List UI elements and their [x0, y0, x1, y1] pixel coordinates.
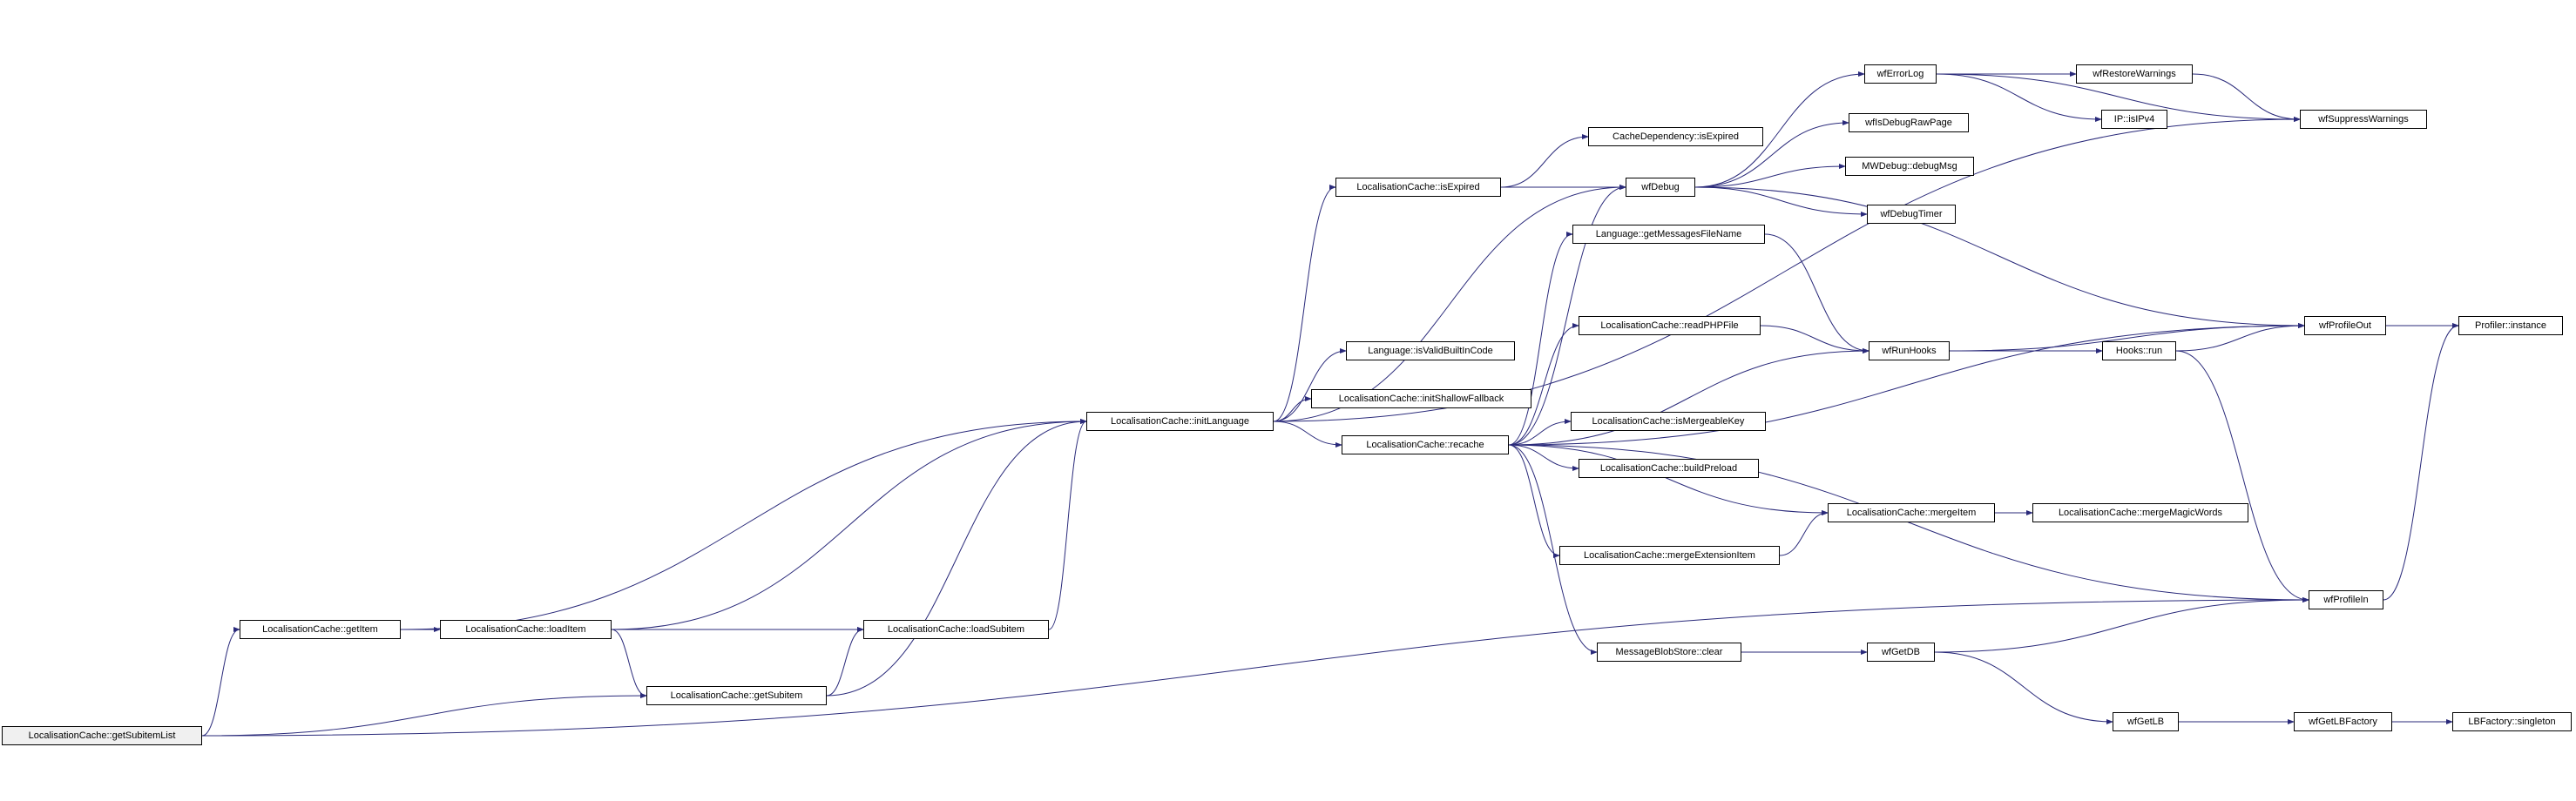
graph-node[interactable]: LocalisationCache::mergeItem	[1828, 503, 1995, 522]
graph-edge	[1509, 421, 1571, 445]
graph-node[interactable]: wfGetDB	[1867, 643, 1935, 662]
graph-node[interactable]: LocalisationCache::getSubitemList	[2, 726, 202, 745]
graph-edge	[612, 629, 646, 696]
graph-node[interactable]: LocalisationCache::isExpired	[1335, 178, 1501, 197]
graph-node[interactable]: wfProfileIn	[2309, 590, 2383, 609]
graph-edge	[202, 696, 646, 736]
graph-node[interactable]: LocalisationCache::loadItem	[440, 620, 612, 639]
graph-node[interactable]: LocalisationCache::initShallowFallback	[1311, 389, 1531, 408]
graph-edge	[2176, 351, 2309, 600]
graph-node[interactable]: LocalisationCache::readPHPFile	[1579, 316, 1761, 335]
graph-edge	[1780, 513, 1828, 555]
graph-edge	[2193, 74, 2300, 119]
graph-edge	[1501, 137, 1588, 187]
graph-node[interactable]: MWDebug::debugMsg	[1845, 157, 1974, 176]
graph-edge	[827, 629, 863, 696]
graph-node[interactable]: wfDebug	[1626, 178, 1695, 197]
graph-edge	[1509, 326, 1579, 445]
graph-edge	[1509, 445, 1828, 513]
graph-edge	[1274, 421, 1342, 445]
graph-edge	[1509, 234, 1572, 445]
graph-node[interactable]: wfRestoreWarnings	[2076, 64, 2193, 84]
graph-node[interactable]: IP::isIPv4	[2101, 110, 2167, 129]
graph-node[interactable]: LocalisationCache::mergeExtensionItem	[1559, 546, 1780, 565]
graph-edge	[202, 629, 240, 736]
graph-node[interactable]: LocalisationCache::mergeMagicWords	[2032, 503, 2248, 522]
graph-edge	[1695, 166, 1845, 187]
graph-node[interactable]: LocalisationCache::recache	[1342, 435, 1509, 454]
graph-node[interactable]: wfIsDebugRawPage	[1849, 113, 1969, 132]
graph-node[interactable]: LocalisationCache::isMergeableKey	[1571, 412, 1766, 431]
graph-node[interactable]: Hooks::run	[2102, 341, 2176, 360]
graph-edge	[1765, 234, 1869, 351]
graph-edge	[1695, 187, 1867, 214]
graph-node[interactable]: Language::isValidBuiltInCode	[1346, 341, 1515, 360]
graph-node[interactable]: LocalisationCache::buildPreload	[1579, 459, 1759, 478]
graph-edge	[1274, 351, 1346, 421]
graph-node[interactable]: wfSuppressWarnings	[2300, 110, 2427, 129]
graph-edge	[612, 421, 1086, 629]
graph-edge	[1274, 187, 1626, 421]
graph-node[interactable]: LBFactory::singleton	[2452, 712, 2572, 731]
graph-edge	[2383, 326, 2458, 600]
graph-edge	[1274, 119, 2300, 421]
graph-node[interactable]: Language::getMessagesFileName	[1572, 225, 1765, 244]
graph-edge	[1274, 399, 1311, 421]
graph-edge	[2176, 326, 2304, 351]
graph-edge	[401, 421, 1086, 629]
graph-edge	[1935, 652, 2113, 722]
graph-node[interactable]: LocalisationCache::getItem	[240, 620, 401, 639]
graph-node[interactable]: wfDebugTimer	[1867, 205, 1956, 224]
graph-node[interactable]: wfErrorLog	[1864, 64, 1937, 84]
graph-node[interactable]: wfRunHooks	[1869, 341, 1950, 360]
graph-edge	[1049, 421, 1086, 629]
graph-node[interactable]: LocalisationCache::loadSubitem	[863, 620, 1049, 639]
graph-node[interactable]: CacheDependency::isExpired	[1588, 127, 1763, 146]
graph-edge	[1509, 445, 1579, 468]
graph-edge	[1761, 326, 1869, 351]
graph-edge	[1274, 187, 1335, 421]
graph-node[interactable]: wfGetLBFactory	[2294, 712, 2392, 731]
graph-node[interactable]: LocalisationCache::getSubitem	[646, 686, 827, 705]
graph-edge	[1509, 445, 1559, 555]
graph-edge	[1695, 187, 2304, 326]
graph-edge	[827, 421, 1086, 696]
graph-node[interactable]: Profiler::instance	[2458, 316, 2563, 335]
graph-node[interactable]: wfGetLB	[2113, 712, 2179, 731]
graph-node[interactable]: wfProfileOut	[2304, 316, 2386, 335]
graph-node[interactable]: LocalisationCache::initLanguage	[1086, 412, 1274, 431]
graph-edge	[1935, 600, 2309, 652]
graph-node[interactable]: MessageBlobStore::clear	[1597, 643, 1741, 662]
